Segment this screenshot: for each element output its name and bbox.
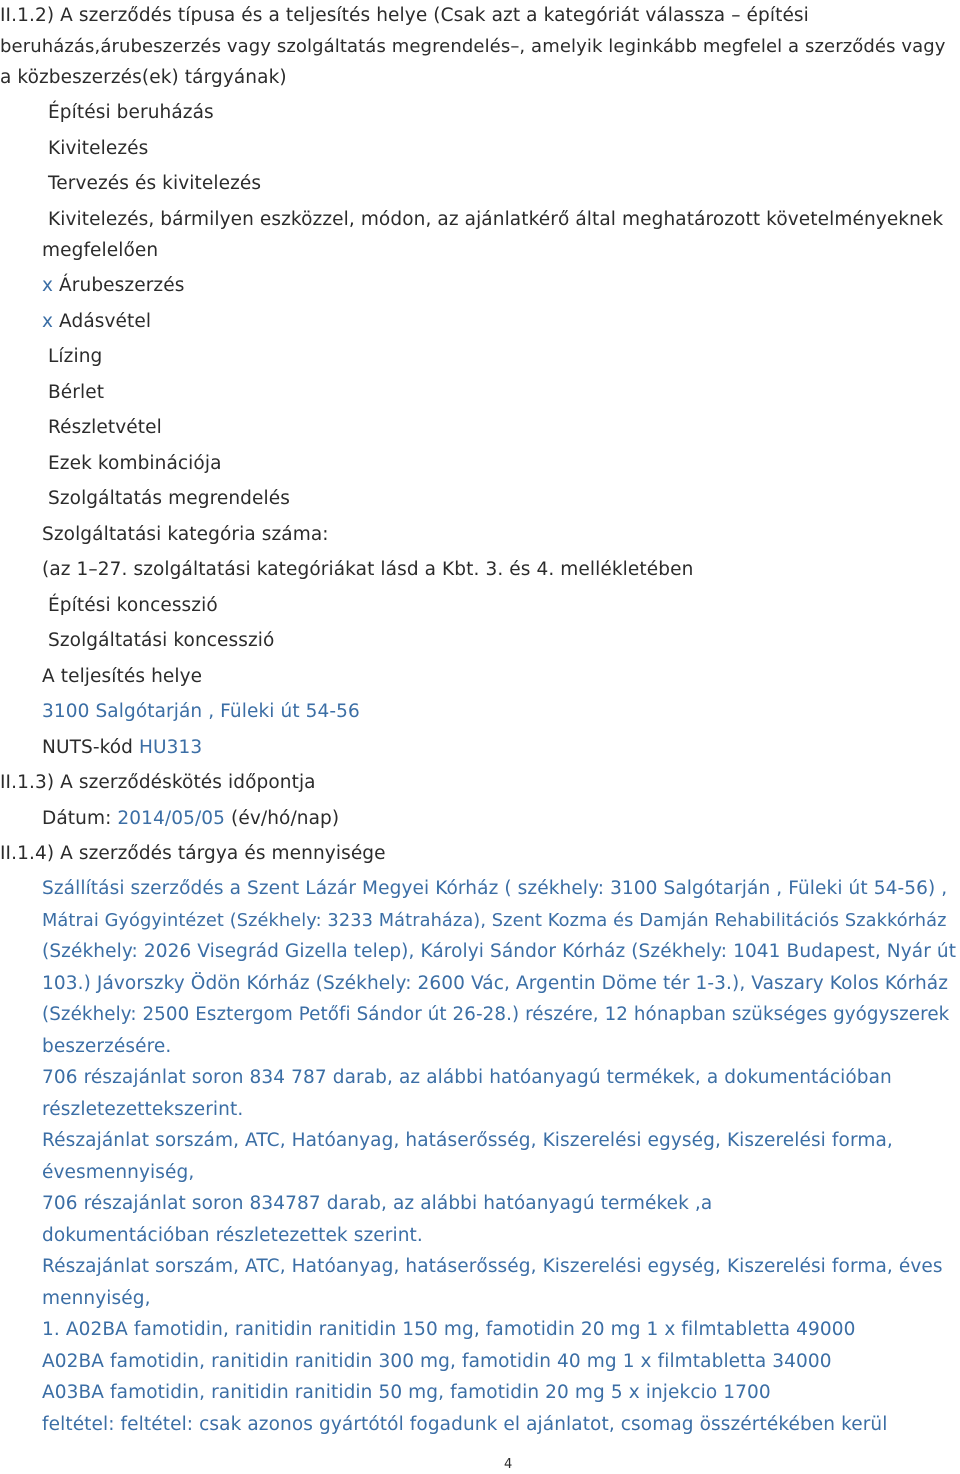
nuts-row <box>42 736 202 760</box>
date-label: Dátum: <box>42 808 112 829</box>
section-heading-line: beruházás,árubeszerzés vagy szolgáltatás megrendelés–, amelyik leginkább megfelel a szerződés vagy <box>0 36 946 57</box>
section-heading-line: II.1.2) A szerződés típusa és a teljesítés helye (Csak azt a kategóriát válassza – építési <box>0 5 809 26</box>
contract-text-line: dokumentációban részletezettek szerint. <box>42 1225 423 1246</box>
contract-text-line: Szállítási szerződés a Szent Lázár Megyei Kórház ( székhely: 3100 Salgótarján , Füleki út 54-56) , <box>42 878 948 899</box>
date-format: (év/hó/nap) <box>231 808 340 829</box>
option-kombinacio: Ezek kombinációja <box>48 453 222 474</box>
contract-text-line: évesmennyiség, <box>42 1162 195 1183</box>
option-label: Adásvétel <box>59 311 152 332</box>
nuts-value: HU313 <box>139 737 203 758</box>
contract-text-line: (Székhely: 2026 Visegrád Gizella telep), Károlyi Sándor Kórház (Székhely: 1041 Budapest, Nyár út <box>42 941 957 962</box>
option-epitesi-koncesszio: Építési koncesszió <box>48 595 218 616</box>
teljesites-helye-label: A teljesítés helye <box>42 666 203 687</box>
option-kivitelezes-barmilyen: Kivitelezés, bármilyen eszközzel, módon, az ajánlatkérő által meghatározott követelményeknek <box>48 209 944 230</box>
contract-text-line: részletezettekszerint. <box>42 1099 244 1120</box>
option-label: Árubeszerzés <box>59 275 185 296</box>
contract-text-line: Mátrai Gyógyintézet (Székhely: 3233 Mátraháza), Szent Kozma és Damján Rehabilitációs Szakkórház <box>42 911 947 931</box>
option-kivitelezes-barmilyen-cont: megfelelően <box>42 240 159 261</box>
teljesites-helye-value: 3100 Salgótarján , Füleki út 54-56 <box>42 701 360 722</box>
option-szolgaltatasi-koncesszio: Szolgáltatási koncesszió <box>48 630 275 651</box>
option-arubeszerzes <box>42 274 184 298</box>
check-mark: x <box>42 275 54 296</box>
contract-text-line: 706 részajánlat soron 834787 darab, az alábbi hatóanyagú termékek ,a <box>42 1193 713 1214</box>
option-lizing: Lízing <box>48 346 103 367</box>
section-heading-line: a közbeszerzés(ek) tárgyának) <box>0 67 287 88</box>
kategoria-note: (az 1–27. szolgáltatási kategóriákat lásd a Kbt. 3. és 4. mellékletében <box>42 559 694 580</box>
option-szolgaltatas: Szolgáltatás megrendelés <box>48 488 290 509</box>
check-mark: x <box>42 311 54 332</box>
contract-text-line: 1. A02BA famotidin, ranitidin ranitidin 150 mg, famotidin 20 mg 1 x filmtabletta 49000 <box>42 1319 856 1340</box>
contract-text-line: 706 részajánlat soron 834 787 darab, az alábbi hatóanyagú termékek, a dokumentációban <box>42 1067 892 1088</box>
contract-text-line: Részajánlat sorszám, ATC, Hatóanyag, hatáserősség, Kiszerelési egység, Kiszerelési forma, <box>42 1130 893 1151</box>
date-value: 2014/05/05 <box>117 808 226 829</box>
contract-text-line: (Székhely: 2500 Esztergom Petőfi Sándor út 26-28.) részére, 12 hónapban szükséges gyógyszerek <box>42 1004 950 1025</box>
option-reszletvetel: Részletvétel <box>48 417 162 438</box>
contract-text-line: A03BA famotidin, ranitidin ranitidin 50 mg, famotidin 20 mg 5 x injekcio 1700 <box>42 1382 771 1403</box>
option-berlet: Bérlet <box>48 382 105 403</box>
contract-text-line: mennyiség, <box>42 1288 151 1309</box>
date-row <box>42 807 339 831</box>
option-tervezes-kivitelezes: Tervezés és kivitelezés <box>48 173 262 194</box>
option-epitesi-beruhazas: Építési beruházás <box>48 102 214 123</box>
contract-text-line: Részajánlat sorszám, ATC, Hatóanyag, hatáserősség, Kiszerelési egység, Kiszerelési forma, éves <box>42 1256 943 1277</box>
contract-text-line: feltétel: feltétel: csak azonos gyártótól fogadunk el ajánlatot, csomag összértékében kerül <box>42 1414 888 1435</box>
nuts-label: NUTS-kód <box>42 737 134 758</box>
page-number: 4 <box>504 1457 513 1472</box>
section-heading: II.1.3) A szerződéskötés időpontja <box>0 772 316 793</box>
contract-text-line: beszerzésére. <box>42 1036 172 1057</box>
option-adasvetel <box>42 310 151 334</box>
kategoria-label: Szolgáltatási kategória száma: <box>42 524 329 545</box>
section-heading: II.1.4) A szerződés tárgya és mennyisége <box>0 843 386 864</box>
contract-text-line: A02BA famotidin, ranitidin ranitidin 300 mg, famotidin 40 mg 1 x filmtabletta 34000 <box>42 1351 832 1372</box>
contract-text-line: 103.) Jávorszky Ödön Kórház (Székhely: 2600 Vác, Argentin Döme tér 1-3.), Vaszary Kolos Kórház <box>42 973 949 994</box>
option-kivitelezes: Kivitelezés <box>48 138 149 159</box>
